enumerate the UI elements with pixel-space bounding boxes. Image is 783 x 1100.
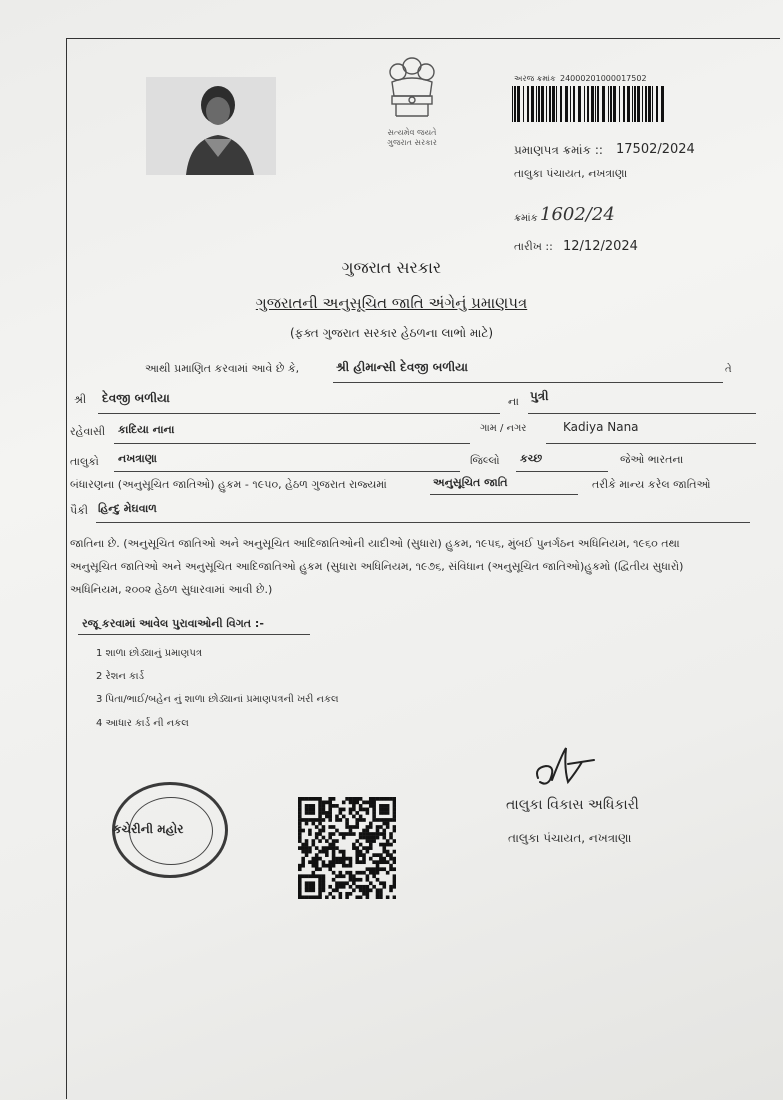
resident-label: રહેવાસી [70,425,106,438]
date-label: તારીખ :: [514,240,553,253]
order-text: બંધારણના (અનુસૂચિત જાતિઓ) હુકમ - ૧૯૫૦, હેઠળ ગુજરાત રાજ્યમાં [70,478,387,491]
citizen-text: જેઓ ભારતના [620,453,684,466]
officer-signature [532,744,602,796]
emblem-caption-1: સત્યમેવ જયતે [387,128,437,137]
certificate-subtitle: (ફક્ત ગુજરાત સરકાર હેઠળના લાભો માટે) [289,326,494,340]
certificate-no: 17502/2024 [616,142,695,157]
document-item: 4 આધાર કાર્ડ ની નકલ [96,718,189,729]
officer-office: તાલુકા પંચાયત, નખત્રાણા [508,831,632,845]
suffix-te: તે [725,364,732,375]
resident-value: કાદિયા નાના [118,423,175,436]
handwritten-number: 1602/24 [540,204,615,225]
barcode [512,86,668,122]
resident-underline [114,443,470,444]
shri-label: શ્રી [74,393,87,406]
certificate-title: ગુજરાતની અનુસૂચિત જાતિ અંગેનું પ્રમાણપત્ર [255,294,528,312]
district-underline [516,471,608,472]
document-item: 1 શાળા છોડ્યાનું પ્રમાણપત્ર [96,648,202,659]
issue-date: 12/12/2024 [563,239,638,254]
applicant-name: શ્રી હીમાન્સી દેવજી બળીયા [336,360,468,374]
state-emblem [372,52,452,152]
document-item: 2 રેશન કાર્ડ [96,671,145,682]
officer-designation: તાલુકા વિકાસ અધિકારી [506,797,639,813]
relation: પુત્રી [530,389,549,403]
paragraph-line-3: અધિનિયમ, ૨૦૦૨ હેઠળ સુધારવામાં આવી છે.) [70,583,273,596]
document-item: 3 પિતા/ભાઈ/બહેન નું શાળા છોડ્યાનાં પ્રમાણપત્રની ખરી નકલ [96,694,339,705]
paragraph-line-1: જાતિના છે. (અનુસૂચિત જાતિઓ અને અનુસૂચિત આદિજાતિઓની યાદીઓ (સુધારા) હુકમ, ૧૯૫૬, મુંબઈ પુનર્ગઠન અધિનિયમ, ૧૯૬૦ તથા [70,537,680,550]
village-label: ગામ / નગર [480,423,527,434]
name-underline [333,382,723,383]
category-value: અનુસૂચિત જાતિ [433,476,508,489]
na-label: ના [508,395,519,408]
handwritten-label: ક્રમાંક [514,213,538,224]
taluka-underline [114,471,460,472]
qr-code [298,797,396,899]
sub-caste-label: પૈકી [70,504,89,517]
sub-caste-value: હિન્દુ મેઘવાળ [98,502,157,515]
documents-heading: રજૂ કરવામાં આવેલ પુરાવાઓની વિગત :- [82,617,264,630]
village-value: Kadiya Nana [563,420,639,434]
certificate-no-label: પ્રમાણપત્ર ક્રમાંક :: [514,143,603,157]
government-heading: ગુજરાત સરકાર [341,258,442,277]
relation-underline [528,413,756,414]
certify-text: આથી પ્રમાણિત કરવામાં આવે છે કે, [145,362,300,375]
village-underline [546,443,756,444]
documents-heading-underline [78,634,310,635]
district-value: કચ્છ [520,452,543,465]
taluka-label: તાલુકો [70,455,99,468]
seal-text: કચેરીની મહોર [113,822,184,836]
district-label: જિલ્લો [470,454,500,467]
recognized-text: તરીકે માન્ય કરેલ જાતિઓ [592,478,711,491]
serial-label: અરજ ક્રમાંક [514,74,556,83]
serial-number: 24000201000017502 [560,74,647,83]
paragraph-line-2: અનુસૂચિત જાતિઓ અને અનુસૂચિત આદિજાતિઓ હુકમ (સુધારા અધિનિયમ, ૧૯૭૬, સંવિધાન (અનુસૂચિત જાતિઓ)હુકમો (દ્વિતીય સુધારો) [70,560,684,573]
applicant-photo [146,77,276,175]
issuing-office: તાલુકા પંચાયત, નખત્રાણા [514,167,628,180]
lion-capital-icon [382,52,442,124]
category-underline [430,494,578,495]
father-underline [98,413,500,414]
emblem-caption-2: ગુજરાત સરકાર [387,138,437,147]
sub-caste-underline [96,522,750,523]
father-name: દેવજી બળીયા [102,391,170,405]
taluka-value: નખત્રાણા [118,452,157,465]
legal-paragraph [70,532,770,601]
